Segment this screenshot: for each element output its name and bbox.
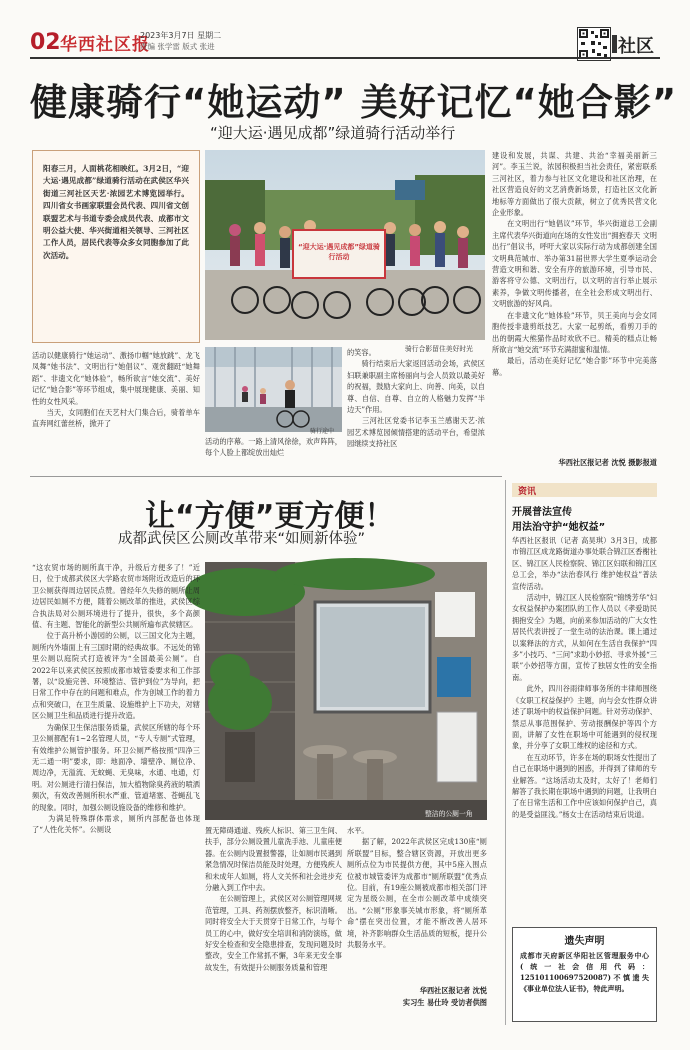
story1-photo-caption: 骑行合影留住美好时光 xyxy=(405,345,473,353)
sidebar-tag-label: 资讯 xyxy=(518,487,537,497)
story2-photo-caption: 整洁的公厕一角 xyxy=(425,810,473,818)
story2-column-2: 置无障碍通道、残疾人标识、第三卫生间、扶手，部分公厕设置儿童洗手池、儿童座便器。在公厕内设置报警器，让如厕市民遇到紧急情况时保洁员能及时处理，方便残疾人和未成年人如厕，将人文关怀和社会进步充分融入到工作中去。 在公厕管理上，武侯区对公厕管理网规范管理，工具、药剂摆放整齐，标识清晰。同时将安全大于天贯穿于日常工作，与每个员工的心中，做好安全培训和消防演练，做好安全检查和安全隐患排查，发现问题及时整改，安全工作常抓不懈，3年来无安全事故发生，有效提升公厕服务质量和管理 xyxy=(205,826,342,972)
story1-banner-text: “迎大运·遇见成都”绿道骑行活动 xyxy=(298,243,380,261)
page-number: 02 xyxy=(30,30,61,55)
story1-headline: 健康骑行“她运动” 美好记忆“她合影” xyxy=(30,81,678,124)
section-icon xyxy=(612,35,617,53)
story2-column-3: 水平。 据了解，2022年武侯区完成130座“厕所联盟”目标，整合辖区资源，开放出更多厕所点位为市民提供方便，其中5座入围点位被市城管委评为成都市“厕所联盟”优秀点位。目前，有19座公厕被成都市相关部门评定为星级公厕，在全市公厕改革中成绩突出。“公厕”形象事关城市形象，将“厕所革命”摆在突出位置，才能不断改善人居环境，补齐影响群众生活品质的短板，提升公共服务水平。 xyxy=(347,826,487,950)
notice-title: 遗失声明 xyxy=(564,936,605,947)
story1-second-photo xyxy=(205,347,342,432)
newspaper-brand: 华西社区报 xyxy=(60,35,150,55)
qr-code-icon xyxy=(577,27,611,61)
section-name: 社区 xyxy=(618,36,654,57)
sidebar-body: 华西社区报讯（记者 高昊琪）3月3日，成都市锦江区成龙路街道办事处联合锦江区香榭社区、锦江区人民检察院、锦江区妇联和锦江区总工会，举办“法治春风行 维护她权益”普法宣传活动。 活动中，锦江区人民检察院“锦绣芳华”妇女权益保护办案团队的工作人员以《孝爱助民 拥抱安全》为题，向前来参加活动的广大女性居民代表讲授了一堂生动的法治课。课上通过以案释法的方式，从如何在生活自我保护“四多”小技巧、“三问”求助小妙招、寻求外援“三联”小妙招等方面，宣传了独居女性的安全指南。 此外，四川谷雨律师事务所的丰律师围绕《女职工权益保护》主题，向与会女性群众讲述了职场中的权益保护问题。针对劳动保护、禁忌从事范围保护、劳动报酬保护等四个方面，讲解了女性在职场中可能遇到的侵权现象，并分享了女职工维权的途径和方式。 在互动环节，许多在场的职场女性提出了自己在职场中遇到的困惑，并得到了律师的专业解答。“这场活动太及时，太好了！老师们解答了我长期在职场中遇到的问题，让我明白了在日常生活和工作中应该如何保护自己，真的是受益匪浅。”杨女士在活动结束后说道。 xyxy=(512,536,657,819)
header-rule xyxy=(30,57,660,59)
story1-intro: 阳春三月，人面桃花相映红。3月2日，“迎大运·遇见成都”绿道骑行活动在武侯区华兴街道三河社区天艺·浓园艺术博览园举行。四川省女书画家联盟会员代表、四川省文创联盟艺术与书道专委会成员代表、成都市文明公益大使、华兴街道相关领导、三河社区工作人员，居民代表等众多女同胞参加了此次活动。 xyxy=(43,164,189,260)
story2-headline: 让“方便”更方便！ xyxy=(145,499,395,534)
story1-column-1: 活动以健康骑行“她运动”、激扬巾帼“她放跳”、龙飞凤舞“她书法”、文明出行“她倡议”、观赏翻跹“她舞蹈”、非遗文化“她体验”，畅所欲言“她交流”、美好记忆“她合影”等环节组成，集中展现健康、美丽、知性的女性风采。 当天，女同胞们在天艺村大门集合后，骑着单车直奔网红蕾丝桥，掀开了 xyxy=(32,351,200,429)
lost-notice xyxy=(512,927,657,1022)
story2-credit: 华西社区报记者 沈悦 实习生 易仕玲 受访者供图 xyxy=(402,986,487,1007)
story-divider xyxy=(30,476,502,477)
editor-credits: 责编 张学雷 版式 张进 xyxy=(140,42,215,51)
story2-subhead: 成都武侯区公厕改革带来“如厕新体验” xyxy=(118,531,366,547)
sidebar-title-1: 开展普法宣传 xyxy=(512,507,572,518)
story1-column-2: 活动的序幕。一路上清风徐徐，欢声阵阵，每个人脸上都绽放出灿烂 xyxy=(205,437,342,458)
notice-body: 成都市天府新区华阳社区管理服务中心(统一社会信用代码：125101100697520087)不慎遗失《事业单位法人证书》，特此声明。 xyxy=(520,951,649,993)
story1-intro-box xyxy=(32,150,200,343)
issue-date: 2023年3月7日 星期二 xyxy=(140,31,222,40)
sidebar-title-2: 用法治守护“她权益” xyxy=(512,522,606,533)
story1-credit: 华西社区报记者 沈悦 摄影报道 xyxy=(558,458,657,467)
story1-photo2-caption: 骑行途中 xyxy=(310,428,335,435)
story1-column-3: 的笑容。 骑行结束后大家返回活动会场，武侯区妇联兼职副主席杨丽向与会人员致以最美好的祝福，鼓励大家向上、向善、向美，以自尊、自信、自尊、自立的人格魅力发挥“半边天”作用。 三河社区党委书记李玉兰感谢天艺·浓园艺术博览园倾情搭建的活动平台，希望浓园继续支持社区 xyxy=(347,348,485,449)
story1-column-4: 建设和发展，共谋、共建、共治“幸福美丽新三河”。李玉兰说，浓园积极担当社会责任，紧密联系三河社区，着力参与社区文化建设和社区治理，在社区营造良好的文艺消费新场景，打造社区文化新地标等方面做出了很大贡献，树立了优秀民营文化企业形象。 在文明出行“她倡议”环节，华兴街道总工会副主席代表华兴街道向在场的女性发出“拥抱春天 文明出行”倡议书，呼吁大家以实际行动为成都创建全国文明典范城市、举办第31届世界大学生夏季运动会营造文明和谐、安全有序的旅游环境，引导市民、游客将守公德、文明出行，以文明的言行举止展示素养，争做文明传播者，在全社会形成文明出行、文明旅游的好风尚。 在非遗文化“她体验”环节，贝王美向与会女同胞传授非遗剪纸技艺。大家一起剪纸，看剪刀手的出的朝霞大熊猫作品时欢欣不已。精美的糕点让畅所欲言“她交流”环节充满甜蜜和温情。 最后，活动在美好记忆“她合影”环节中完美落幕。 xyxy=(492,151,657,377)
story2-column-1: “这农贸市场的厕所真干净，升级后方便多了！”近日，位于成都武侯区大学路农贸市场附近改造后的环卫公厕获得周边居民点赞。曾经年久失修的厕所让周边居民如厕不方便，随着公厕改革的推进，武侯区综合执法局对公厕环境进行了提升，很快，多个高颜值、有主题、智能化的新型公共厕所遍布武侯辖区。 位于高升桥小游园的公厕，以三国文化为主题，厕所内外墙面上有三国时期的经典故事。不远处的锦里公厕以庭院式打造被评为“全国最美公厕”。自2022年以来武侯区按照成都市城管委要求和工作部署，以“设施完善、环境整洁、管护到位”为导向，把日常工作中存在的问题和难点，作为创城工作的着力点和突破口，在卫生质量、设施维护上下功夫，对辖区公厕卫生和品质进行提升改造。 为确保卫生保洁服务质量，武侯区所辖的每个环卫公厕都配有1~2名管理人员，“专人专厕”式管理，有效维护公厕管护服务。环卫公厕严格按照“四净三无二通一明”要求，即：地面净、墙壁净、厕位净、周边净，无溢流、无蚊蝇、无臭味，水通、电通，灯明。对公厕进行清扫保洁，加大植物除臭药液的喷洒频次，有效改善厕所积水严重、管道堵塞、苍蝇乱飞的现象。同时，加强公厕设施设备的维修和维护。 为满足特殊群体需求，厕所内部配备也体现了“人性化关怀”。公厕设 xyxy=(32,563,200,835)
story1-subhead: “迎大运·遇见成都”绿道骑行活动举行 xyxy=(210,124,456,142)
column-divider xyxy=(505,480,506,1025)
story1-main-photo xyxy=(205,150,485,340)
sidebar-tag xyxy=(512,483,657,497)
story2-photo xyxy=(205,562,487,820)
